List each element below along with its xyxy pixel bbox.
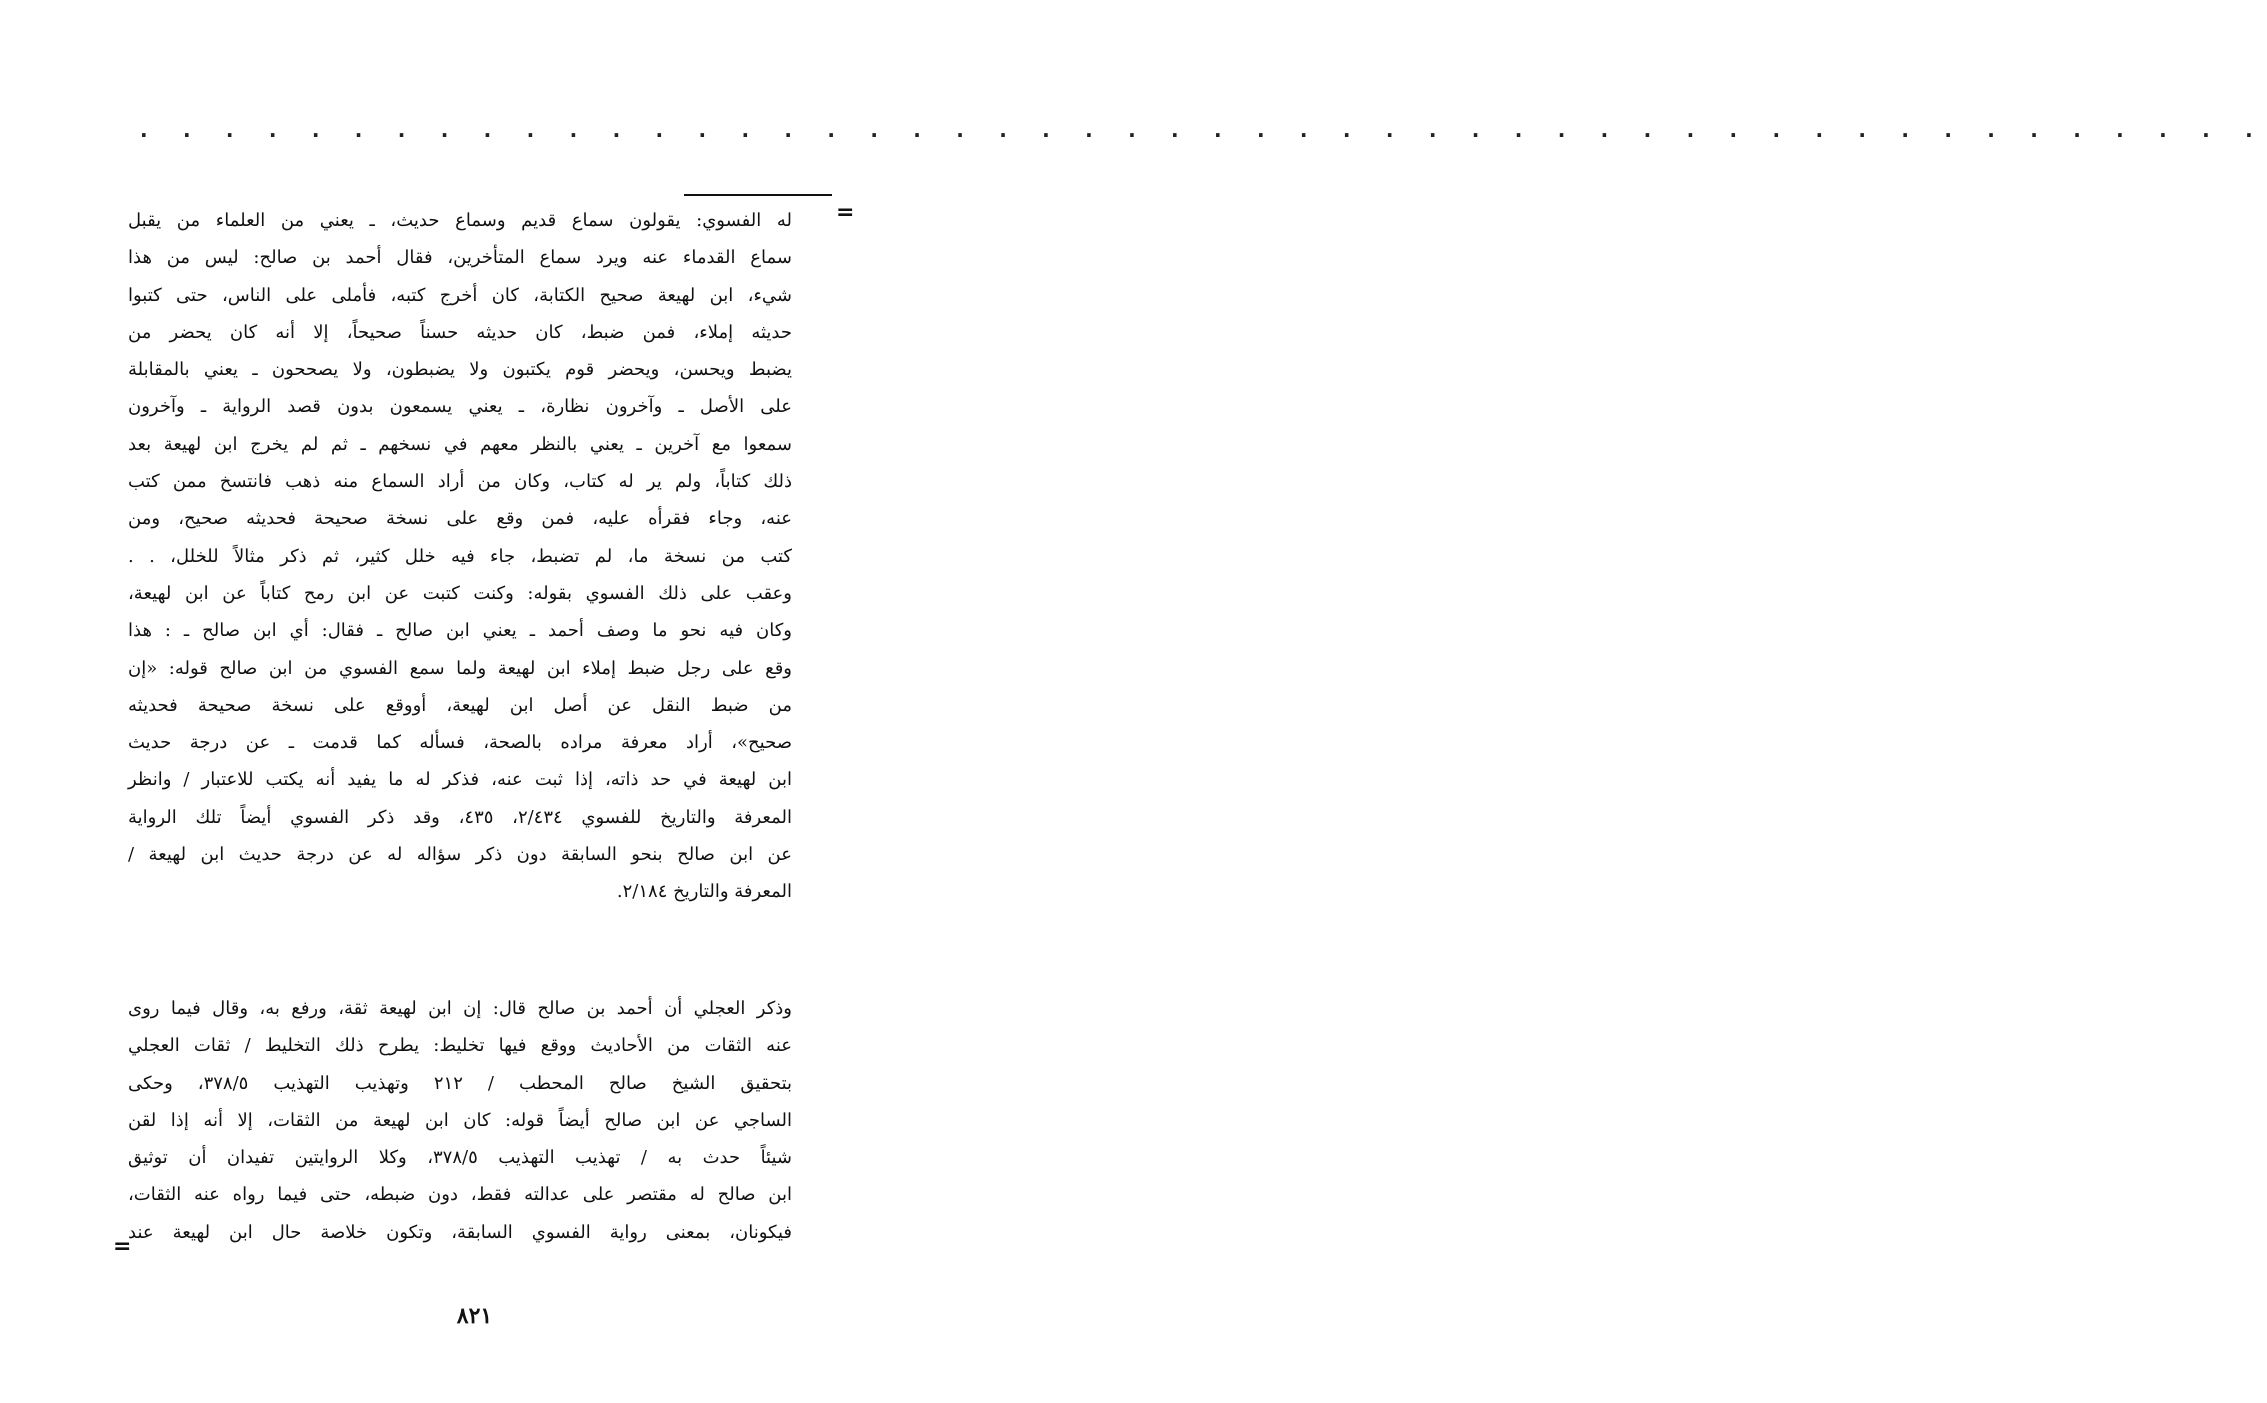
text-line: وعقب على ذلك الفسوي بقوله: وكنت كتبت عن ابن رمح كتاباً عن ابن لهيعة، [128,582,792,604]
footnote-paragraph-1 [128,202,792,911]
text-line: بتحقيق الشيخ صالح المحطب / ٢١٢ وتهذيب التهذيب ٣٧٨/٥، وحكى [128,1072,793,1094]
header-dotted-rule: . . . . . . . . . . . . . . . . . . . . . . . . . . . . . . . . . . . . . . . . . . . . . . . . . . [140,118,2267,142]
text-line: يضبط ويحسن، ويحضر قوم يكتبون ولا يضبطون، ولا يصححون ـ يعني بالمقابلة [128,359,792,381]
continuation-mark-top: = [836,200,855,225]
text-line: الساجي عن ابن صالح أيضاً قوله: كان ابن لهيعة من الثقات، إلا أنه إذا لقن [128,1109,792,1131]
text-line: على الأصل ـ وآخرون نظارة، ـ يعني يسمعون بدون قصد الرواية ـ وآخرون [128,396,792,418]
page-number: ٨٢١ [456,1303,493,1329]
text-line: عنه الثقات من الأحاديث ووقع فيها تخليط: يطرح ذلك التخليط / ثقات العجلي [128,1035,792,1057]
text-line: صحيح»، أراد معرفة مراده بالصحة، فسأله كما قدمت ـ عن درجة حديث [128,732,792,754]
text-line: ابن صالح له مقتصر على عدالته فقط، دون ضبطه، حتى فيما رواه عنه الثقات، [128,1184,792,1206]
footnote-separator-rule [684,194,832,196]
text-line: شيء، ابن لهيعة صحيح الكتابة، كان أخرج كتبه، فأملى على الناس، حتى كتبوا [128,284,792,306]
text-line: كتب من نسخة ما، لم تضبط، جاء فيه خلل كثير، ثم ذكر مثالاً للخلل، . . [128,545,792,567]
continuation-mark-bottom: = [113,1234,132,1259]
text-line: وذكر العجلي أن أحمد بن صالح قال: إن ابن لهيعة ثقة، ورفع به، وقال فيما روى [128,998,792,1019]
text-line: وقع على رجل ضبط إملاء ابن لهيعة ولما سمع الفسوي من ابن صالح قوله: «إن [128,657,792,679]
text-line: له الفسوي: يقولون سماع قديم وسماع حديث، ـ يعني من العلماء من يقبل [128,210,792,231]
text-line: حديثه إملاء، فمن ضبط، كان حديثه حسناً صحيحاً، إلا أنه كان يحضر من [128,321,792,343]
text-line: سمعوا مع آخرين ـ يعني بالنظر معهم في نسخهم ـ ثم لم يخرج ابن لهيعة بعد [128,433,792,455]
text-line: سماع القدماء عنه ويرد سماع المتأخرين، فقال أحمد بن صالح: ليس من هذا [128,247,792,269]
text-line: وكان فيه نحو ما وصف أحمد ـ يعني ابن صالح ـ فقال: أي ابن صالح ـ : هذا [128,620,792,642]
text-line: عن ابن صالح بنحو السابقة دون ذكر سؤاله له عن درجة حديث ابن لهيعة / [128,844,792,866]
footnote-paragraph-2 [128,990,792,1251]
text-line: المعرفة والتاريخ للفسوي ٢/٤٣٤، ٤٣٥، وقد ذكر الفسوي أيضاً تلك الرواية [128,806,793,828]
text-line: المعرفة والتاريخ ٢/١٨٤. [616,881,792,903]
text-line: ذلك كتاباً، ولم ير له كتاب، وكان من أراد السماع منه ذهب فانتسخ ممن كتب [128,471,792,493]
text-line: من ضبط النقل عن أصل ابن لهيعة، أووقع على نسخة صحيحة فحديثه [128,694,792,716]
text-line: شيئاً حدث به / تهذيب التهذيب ٣٧٨/٥، وكلا الروايتين تفيدان أن توثيق [128,1147,792,1169]
text-line: عنه، وجاء فقرأه عليه، فمن وقع على نسخة صحيحة فحديثه صحيح، ومن [128,508,792,530]
text-line: فيكونان، بمعنى رواية الفسوي السابقة، وتكون خلاصة حال ابن لهيعة عند [128,1221,792,1243]
text-line: ابن لهيعة في حد ذاته، إذا ثبت عنه، فذكر له ما يفيد أنه يكتب للاعتبار / وانظر [128,769,792,791]
